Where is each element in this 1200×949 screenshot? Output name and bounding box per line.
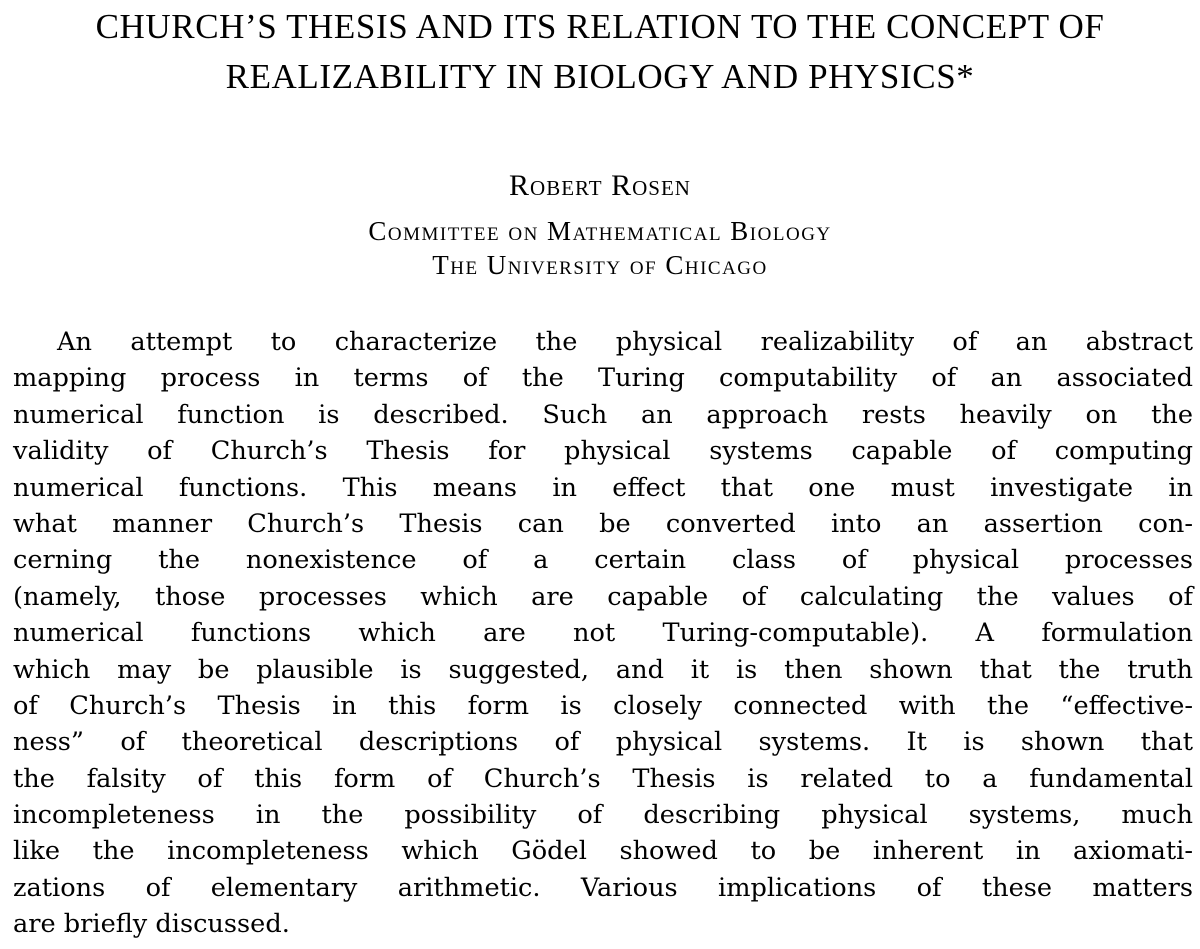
abstract-line: cerning the nonexistence of a certain class of physical processes (13, 545, 1193, 576)
abstract-line: are briefly discussed. (13, 909, 290, 940)
title-line-1: CHURCH’S THESIS AND ITS RELATION TO THE CONCEPT OF (95, 7, 1105, 46)
abstract-line: An attempt to characterize the physical realizability of an abstract (57, 327, 1193, 357)
paper-title (0, 2, 1200, 102)
abstract-line: like the incompleteness which Gödel showed to be inherent in axiomati- (13, 836, 1193, 867)
title-line-2: REALIZABILITY IN BIOLOGY AND PHYSICS* (225, 57, 975, 96)
affiliation-department: Committee on Mathematical Biology (368, 216, 832, 246)
abstract-line: validity of Church’s Thesis for physical systems capable of computing (13, 436, 1193, 467)
abstract-line: of Church’s Thesis in this form is closely connected with the “effective- (13, 690, 1193, 721)
affiliation-university: The University of Chicago (432, 250, 768, 280)
abstract-line: (namely, those processes which are capable of calculating the values of (13, 581, 1193, 612)
abstract-line: numerical functions. This means in effect that one must investigate in (13, 472, 1193, 503)
abstract-line: the falsity of this form of Church’s Thesis is related to a fundamental (13, 763, 1193, 794)
abstract-line: which may be plausible is suggested, and it is then shown that the truth (13, 654, 1193, 685)
abstract-line: what manner Church’s Thesis can be converted into an assertion con- (13, 508, 1193, 539)
abstract (13, 324, 1193, 943)
abstract-line: numerical functions which are not Turing-computable). A formulation (13, 618, 1193, 649)
abstract-line: incompleteness in the possibility of describing physical systems, much (13, 800, 1193, 831)
abstract-line: mapping process in terms of the Turing computability of an associated (13, 363, 1193, 394)
abstract-line: ness” of theoretical descriptions of physical systems. It is shown that (13, 727, 1193, 758)
abstract-line: numerical function is described. Such an approach rests heavily on the (13, 399, 1193, 430)
author-name: Robert Rosen (509, 169, 691, 202)
abstract-line: zations of elementary arithmetic. Various implications of these matters (13, 872, 1193, 903)
